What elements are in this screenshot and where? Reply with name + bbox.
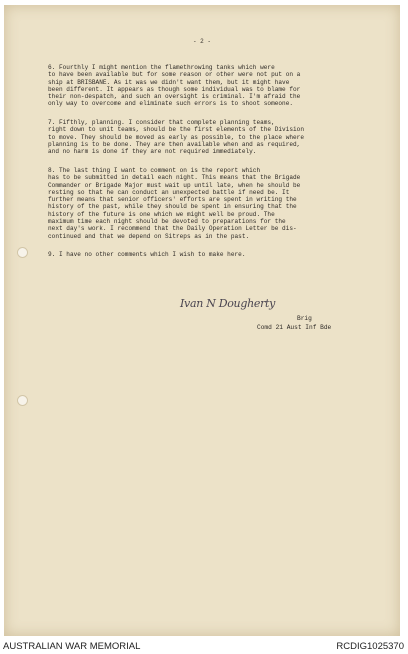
paragraph-line: 6. Fourthly I might mention the flamethrowing tanks which were [48,64,275,71]
paragraph-line: ship at BRISBANE. As it was we didn't want them, but it might have [48,78,290,86]
punch-hole-top [17,247,28,258]
archive-name: AUSTRALIAN WAR MEMORIAL [3,641,141,652]
page-number: - 2 - [192,38,211,45]
paragraph-line: maximum time each night should be devoted to preparations for the [48,218,286,226]
paragraph-line: history of the past, while they should be spent in ensuring that the [48,203,297,211]
paragraph-line: their non-despatch, and such an oversight is criminal. I'm afraid the [48,93,301,101]
paragraph-line: only way to overcome and eliminate such errors is to shoot someone. [48,100,294,108]
paragraph-line: right down to unit teams, should be the first elements of the Division [48,126,304,134]
paragraph-line: has to be submitted in detail each night. This means that the Brigade [48,174,301,182]
paragraph-line: 7. Fifthly, planning. I consider that complete planning teams, [48,119,275,126]
document-page [4,5,400,636]
paragraph-line: to move. They should be moved as early as possible, to the place where [48,133,304,141]
paragraph-line: 8. The last thing I want to comment on is the report which [48,167,261,174]
punch-hole-bottom [17,395,28,406]
paragraph-line: and no harm is done if they are not required immediately. [48,148,257,156]
archive-footer [0,640,408,654]
paragraph-line: 9. I have no other comments which I wish to make here. [48,251,246,258]
paragraph-line: continued and that we depend on Sitreps as in the past. [48,232,250,240]
paragraph-7 [48,119,366,155]
paragraph-line: history of the future is one which we might well be proud. The [48,210,275,218]
paragraph-line: further means that senior officers' efforts are spent in writing the [48,196,297,204]
paragraph-line: been different. It appears as though some individual was to blame for [48,85,301,93]
paragraph-line: planning is to be done. They are then available when and as required, [48,140,301,148]
paragraph-line: to have been available but for some reason or other were not put on a [48,71,301,79]
paragraph-line: next day's work. I recommend that the Daily Operation Letter be dis- [48,225,297,233]
handwritten-signature: Ivan N Dougherty [180,297,276,310]
signatory-rank: Brig [297,315,312,322]
paragraph-9 [48,251,366,258]
archive-reference: RCDIG1025370 [336,641,404,652]
paragraph-line: resting so that he can conduct an unexpected battle if need be. It [48,188,290,196]
paragraph-6 [48,64,366,108]
paragraph-line: Commander or Brigade Major must wait up until late, when he should be [48,181,301,189]
paragraph-8 [48,167,366,240]
signatory-command: Comd 21 Aust Inf Bde [257,324,332,331]
